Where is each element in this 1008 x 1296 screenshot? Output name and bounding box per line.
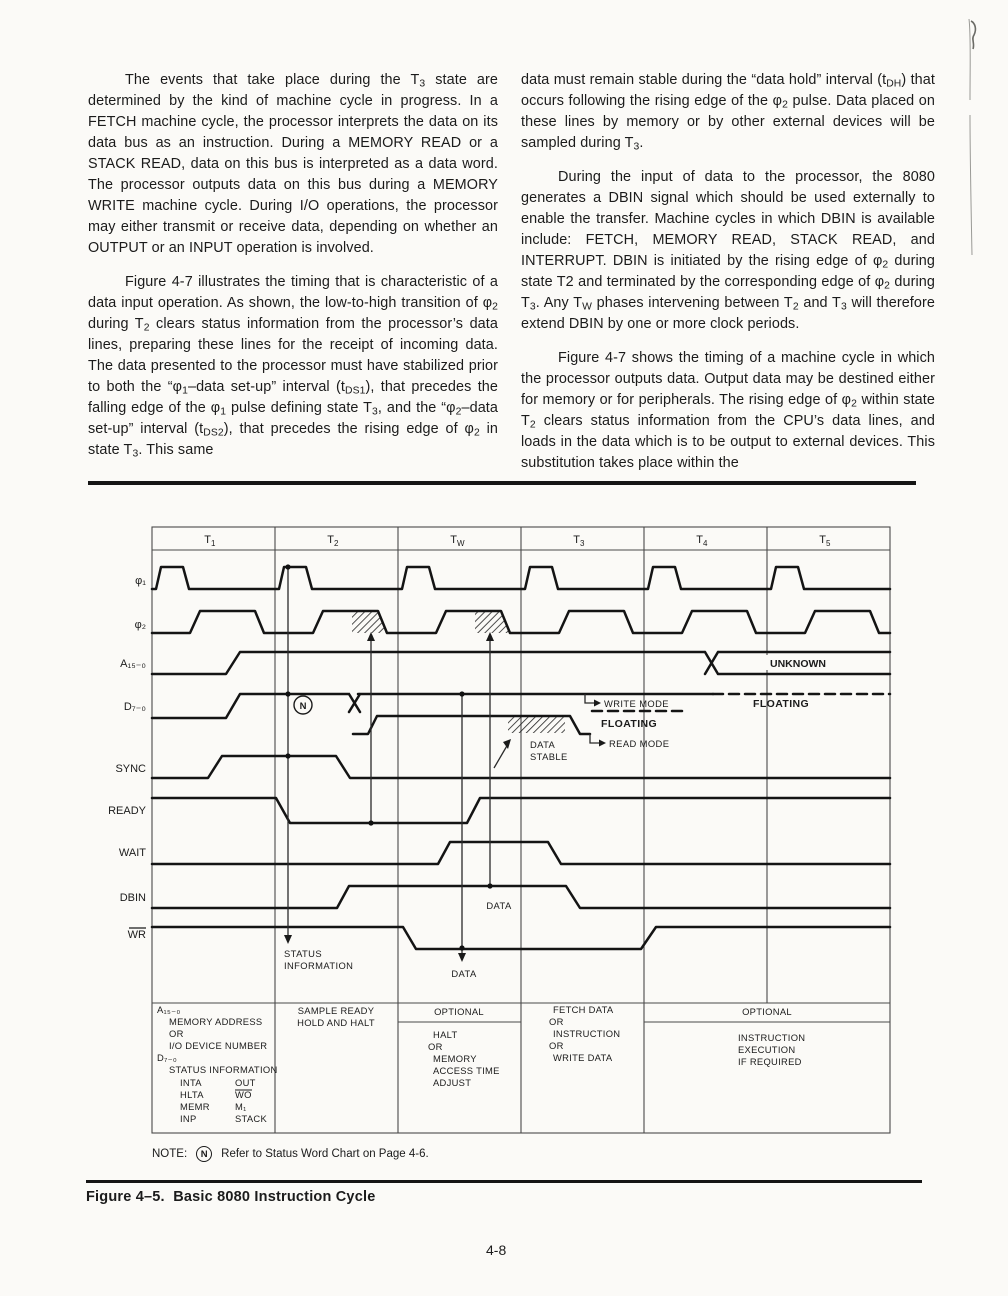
- timing-diagram: [100, 515, 920, 1175]
- d7-0-ref: D₇₋₀: [157, 1052, 178, 1063]
- svg-text:INSTRUCTION: INSTRUCTION: [738, 1032, 806, 1043]
- state-label: T: [819, 534, 826, 546]
- circled-n-icon: N: [196, 1146, 212, 1162]
- section-divider-rule: [88, 481, 916, 485]
- cell-t2: [297, 1005, 375, 1028]
- svg-text:OPTIONAL: OPTIONAL: [434, 1006, 484, 1017]
- read-mode-bracket: [590, 734, 599, 743]
- status-info-label-1: STATUS: [284, 948, 322, 959]
- note-text: Refer to Status Word Chart on Page 4-6.: [221, 1148, 429, 1160]
- cell-t4-t5: [738, 1006, 805, 1067]
- svg-text:HLTA: HLTA: [180, 1089, 204, 1100]
- svg-text:STACK: STACK: [235, 1113, 268, 1124]
- svg-text:HALT: HALT: [433, 1029, 458, 1040]
- status-info-arrow: [284, 935, 292, 944]
- state-label-sub: 3: [580, 539, 585, 548]
- svg-text:IF REQUIRED: IF REQUIRED: [738, 1056, 802, 1067]
- state-label: T: [696, 534, 703, 546]
- signal-label-a15-0: A₁₅₋₀: [120, 658, 146, 670]
- circled-n-icon: [294, 696, 312, 714]
- figure-note: [152, 1146, 429, 1162]
- phi2-hatch-regions: [352, 611, 510, 633]
- signal-label-wr: WR: [127, 929, 146, 941]
- signal-label-phi2: φ₂: [134, 619, 146, 631]
- svg-text:MEMORY ADDRESS: MEMORY ADDRESS: [169, 1016, 263, 1027]
- svg-text:STATUS INFORMATION: STATUS INFORMATION: [169, 1064, 278, 1075]
- body-column-left: [88, 70, 498, 474]
- state-label: T: [204, 534, 211, 546]
- caption-rule: [86, 1180, 922, 1183]
- paragraph: During the input of data to the processor, the 8080 generates a DBIN signal which should be used externally to enable the transfer. Machine cycles in which DBIN is available include: FETCH, MEMORY READ, STACK READ, and INTERRUPT. DBIN is initiated by the rising edge of $\varphi_2$ during state T2 and terminated by the corresponding edge of $\varphi_2$ during $T_3$. Any $T_W$ phases intervening between $T_2$ and $T_3$ will therefore extend DBIN by one or more clock periods.: [521, 169, 936, 332]
- write-mode-arrow: [594, 700, 601, 707]
- annotation-texts: [284, 698, 809, 979]
- data-stable-label-2: STABLE: [530, 751, 568, 762]
- unknown-region: [766, 655, 830, 670]
- svg-text:N: N: [299, 701, 307, 712]
- paragraph: Figure 4-7 shows the timing of a machine cycle in which the processor outputs data. Output data may be destined either for memory or for peripherals. The rising edge of $\varphi_2$ within state $T_2$ clears status information from the CPU’s data lines, and loads in the data which is to be output to external devices. This substitution takes place within the: [521, 350, 935, 471]
- svg-text:ADJUST: ADJUST: [433, 1077, 472, 1088]
- svg-text:INSTRUCTION: INSTRUCTION: [553, 1028, 621, 1039]
- signal-label-sync: SYNC: [115, 763, 146, 775]
- state-label-sub: 4: [703, 539, 708, 548]
- svg-text:WO: WO: [235, 1089, 252, 1100]
- svg-text:MEMR: MEMR: [180, 1101, 210, 1112]
- scan-artifact: [955, 5, 995, 260]
- svg-text:INTA: INTA: [180, 1077, 202, 1088]
- signal-label-dbin: DBIN: [119, 892, 146, 904]
- data-stable-label-1: DATA: [530, 739, 556, 750]
- a15-0-ref: A₁₅₋₀: [157, 1004, 181, 1015]
- data-out-arrow: [458, 953, 466, 962]
- status-info-label-2: INFORMATION: [284, 960, 354, 971]
- state-header: [204, 534, 831, 548]
- note-label: NOTE:: [152, 1148, 188, 1160]
- svg-text:HOLD AND HALT: HOLD AND HALT: [297, 1017, 375, 1028]
- cell-tw: [428, 1006, 500, 1088]
- write-mode-bracket: [585, 694, 594, 703]
- state-label: T: [450, 534, 457, 546]
- svg-text:EXECUTION: EXECUTION: [738, 1044, 796, 1055]
- state-label-sub: 1: [211, 539, 216, 548]
- svg-text:M₁: M₁: [235, 1101, 247, 1112]
- svg-text:OR: OR: [428, 1041, 443, 1052]
- svg-text:INP: INP: [180, 1113, 197, 1124]
- floating-label-upper: FLOATING: [753, 698, 810, 710]
- svg-text:I/O DEVICE NUMBER: I/O DEVICE NUMBER: [169, 1040, 268, 1051]
- svg-text:FETCH DATA: FETCH DATA: [553, 1004, 614, 1015]
- ready-sample-arrow: [367, 632, 375, 641]
- signal-label-d7-0: D₇₋₀: [123, 701, 146, 713]
- figure-caption: Figure 4–5. Basic 8080 Instruction Cycle: [86, 1189, 376, 1205]
- cell-t1: [157, 1004, 278, 1124]
- data-label-read: DATA: [486, 900, 512, 911]
- svg-text:ACCESS TIME: ACCESS TIME: [433, 1065, 500, 1076]
- data-sample-arrow: [486, 632, 494, 641]
- data-label-write: DATA: [451, 968, 477, 979]
- signal-label-ready: READY: [108, 805, 146, 817]
- svg-text:OR: OR: [549, 1040, 564, 1051]
- signal-label-phi1: φ₁: [135, 575, 146, 587]
- svg-text:WRITE DATA: WRITE DATA: [553, 1052, 613, 1063]
- paragraph: Figure 4-7 illustrates the timing that is characteristic of a data input operation. As shown, the low-to-high transition of $\varphi_2$ during $T_2$ clears status information from the processor’s data lines, preparing these lines for the receipt of incoming data. The data presented to the processor must have stabilized prior to both the “$\varphi_1$–data set-up” interval $(t_{DS1})$, that precedes the falling edge of the $\varphi_1$ pulse defining state $T_3$, and the “$\varphi_2$–data set-up” interval $(t_{DS2})$, that precedes the rising edge of $\varphi_2$ in state $T_3$. This same: [88, 274, 498, 460]
- svg-text:OR: OR: [549, 1016, 564, 1027]
- floating-label-lower: FLOATING: [601, 718, 658, 730]
- svg-text:SAMPLE READY: SAMPLE READY: [297, 1005, 375, 1016]
- page-number: 4-8: [486, 1242, 507, 1258]
- read-mode-label: READ MODE: [609, 738, 670, 749]
- data-stable-arrow: [503, 739, 511, 749]
- state-label-sub: 5: [826, 539, 831, 548]
- write-mode-label: WRITE MODE: [604, 698, 669, 709]
- signal-label-wait: WAIT: [118, 847, 146, 859]
- paragraph: The events that take place during the $T_3$ state are determined by the kind of machine cycle in progress. In a FETCH machine cycle, the processor interprets the data on its data bus as an instruction. During a MEMORY READ or a STACK READ, data on this bus is interpreted as a data word. The processor outputs data on this bus during a MEMORY WRITE machine cycle. During I/O operations, the processor may either transmit or receive data, depending on whether an OUTPUT or an INPUT operation is involved.: [88, 72, 498, 256]
- unknown-label: UNKNOWN: [770, 658, 826, 670]
- paragraph: data must remain stable during the “data hold” interval $(t_{DH})$ that occurs following the rising edge of the $\varphi_2$ pulse. Data placed on these lines by memory or by other external devices will be sampled during $T_3$.: [521, 72, 935, 153]
- signal-labels: [108, 575, 147, 941]
- body-column-right: [521, 70, 935, 487]
- data-stable-region: [508, 717, 565, 733]
- svg-text:OR: OR: [169, 1028, 184, 1039]
- state-label: T: [573, 534, 580, 546]
- state-label: T: [327, 534, 334, 546]
- state-label-sub: 2: [334, 539, 339, 548]
- cell-t3: [549, 1004, 620, 1063]
- svg-text:OPTIONAL: OPTIONAL: [742, 1006, 792, 1017]
- state-label-sub: W: [457, 539, 465, 548]
- svg-text:MEMORY: MEMORY: [433, 1053, 477, 1064]
- svg-text:OUT: OUT: [235, 1077, 256, 1088]
- read-mode-arrow: [599, 740, 606, 747]
